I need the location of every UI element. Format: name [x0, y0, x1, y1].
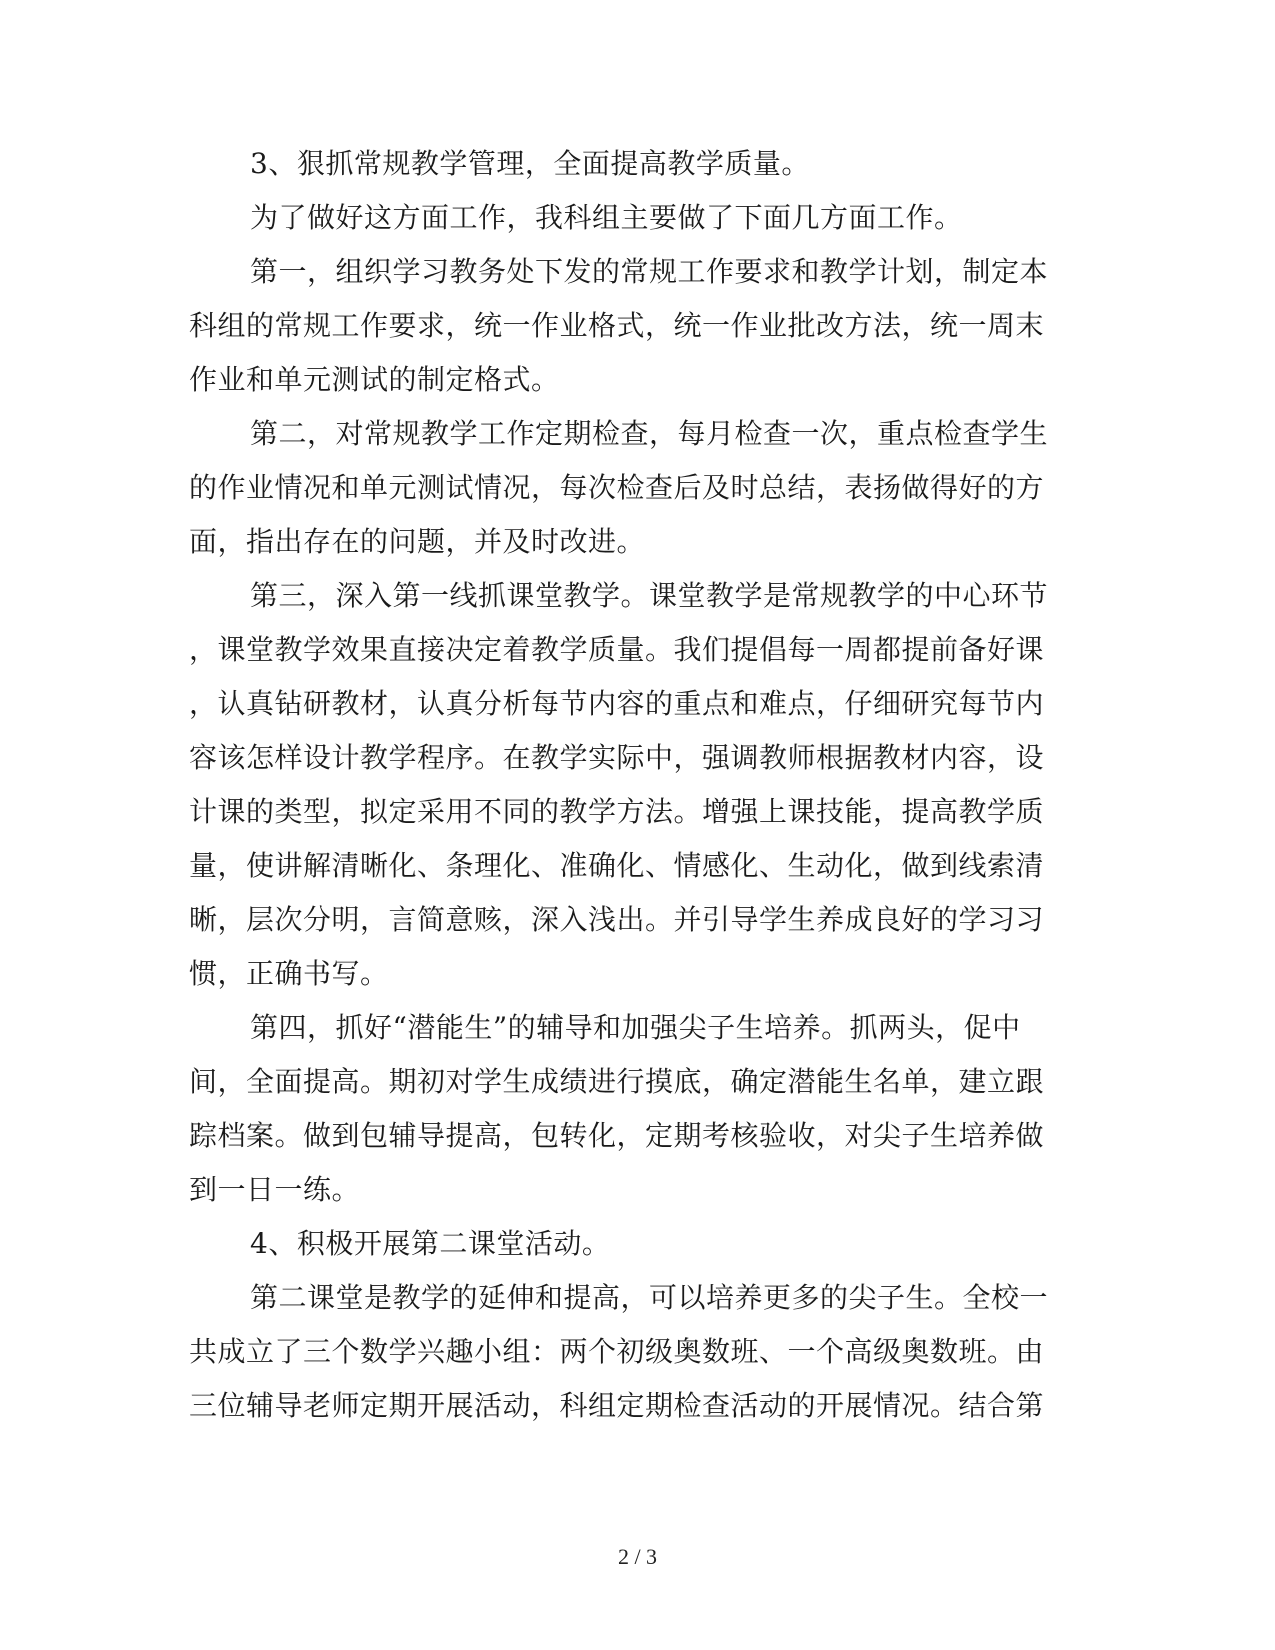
paragraph-line: 量，使讲解清晰化、条理化、准确化、情感化、生动化，做到线索清 [189, 849, 1045, 882]
paragraph-line: 计课的类型，拟定采用不同的教学方法。增强上课技能，提高教学质 [189, 795, 1045, 828]
paragraph-line: 为了做好这方面工作，我科组主要做了下面几方面工作。 [250, 201, 963, 234]
paragraph-line: 到一日一练。 [189, 1173, 361, 1206]
paragraph-line: 科组的常规工作要求，统一作业格式，统一作业批改方法，统一周末 [189, 309, 1045, 342]
paragraph-line: ，认真钻研教材，认真分析每节内容的重点和难点，仔细研究每节内 [189, 687, 1045, 720]
paragraph-line: 作业和单元测试的制定格式。 [189, 363, 560, 396]
heading-section-4: 4、积极开展第二课堂活动。 [250, 1227, 611, 1260]
paragraph-line: 第二，对常规教学工作定期检查，每月检查一次，重点检查学生 [250, 417, 1049, 450]
paragraph-line: 容该怎样设计教学程序。在教学实际中，强调教师根据教材内容，设 [189, 741, 1045, 774]
paragraph-line: 间，全面提高。期初对学生成绩进行摸底，确定潜能生名单，建立跟 [189, 1065, 1045, 1098]
paragraph-line: 第一，组织学习教务处下发的常规工作要求和教学计划，制定本 [250, 255, 1049, 288]
paragraph-line: 第三，深入第一线抓课堂教学。课堂教学是常规教学的中心环节 [250, 579, 1049, 612]
paragraph-line: 共成立了三个数学兴趣小组：两个初级奥数班、一个高级奥数班。由 [189, 1335, 1045, 1368]
paragraph-line: 第二课堂是教学的延伸和提高，可以培养更多的尖子生。全校一 [250, 1281, 1049, 1314]
paragraph-line: 惯，正确书写。 [189, 957, 389, 990]
heading-section-3: 3、狠抓常规教学管理，全面提高教学质量。 [250, 147, 810, 180]
paragraph-line: 踪档案。做到包辅导提高，包转化，定期考核验收，对尖子生培养做 [189, 1119, 1045, 1152]
paragraph-line: 第四，抓好“潜能生”的辅导和加强尖子生培养。抓两头，促中 [250, 1011, 1021, 1044]
paragraph-line: 面，指出存在的问题，并及时改进。 [189, 525, 646, 558]
page-number: 2 / 3 [617, 1544, 658, 1569]
paragraph-line: 的作业情况和单元测试情况，每次检查后及时总结，表扬做得好的方 [189, 471, 1045, 504]
paragraph-line: 三位辅导老师定期开展活动，科组定期检查活动的开展情况。结合第 [189, 1389, 1045, 1422]
paragraph-line: 晰，层次分明，言简意赅，深入浅出。并引导学生养成良好的学习习 [189, 903, 1045, 936]
paragraph-line: ，课堂教学效果直接决定着教学质量。我们提倡每一周都提前备好课 [189, 633, 1045, 666]
